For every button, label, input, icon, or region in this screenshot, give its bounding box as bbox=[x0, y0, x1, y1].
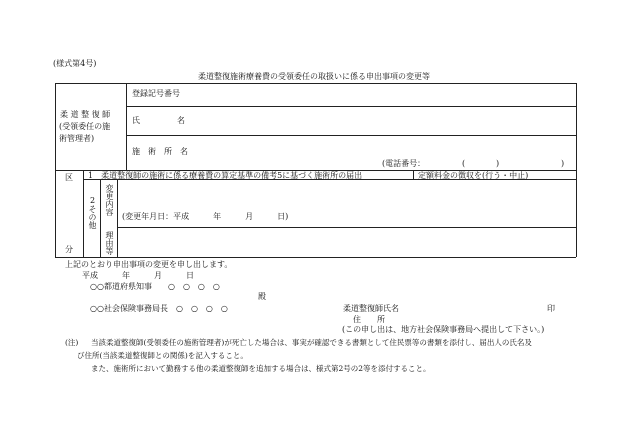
kubun-top: 区 bbox=[65, 173, 73, 182]
phone-paren-close: ) bbox=[496, 159, 500, 168]
application-date: 平成 年 月 日 bbox=[82, 271, 194, 280]
form-number: (様式第4号) bbox=[53, 59, 97, 68]
practitioner-header-line3: 術管理者) bbox=[59, 134, 95, 143]
practitioner-header-line1: 柔 道 整 復 師 bbox=[60, 110, 111, 119]
addressee-suffix: 殿 bbox=[258, 292, 266, 301]
applicant-name-label: 柔道整復師氏名 bbox=[343, 304, 399, 313]
kubun-bottom: 分 bbox=[65, 245, 73, 254]
notes-label: (注) bbox=[65, 338, 79, 347]
form-title: 柔道整復施術療養費の受領委任の取扱いに係る申出事項の変更等 bbox=[198, 72, 430, 81]
name-label-shi: 氏 bbox=[132, 116, 140, 125]
addressee-insurance-office: ○○社会保険事務局長 ○ ○ ○ ○ bbox=[90, 304, 228, 313]
address-label: 住 所 bbox=[353, 315, 385, 324]
change-content-label: 変更内容 bbox=[105, 184, 114, 216]
option-fixed-fee: 定額料金の徴収を(行う・中止) bbox=[418, 171, 529, 180]
notes-line1: 当該柔道整復師(受領委任の施術管理者)が死亡した場合は、事実が確認できる書類として住民票等の書類を添付し、届出人の氏名及 bbox=[91, 338, 532, 347]
seal-mark: 印 bbox=[547, 304, 555, 313]
option-2-other: 2その他 bbox=[88, 196, 97, 229]
notes-line2: び住所(当該柔道整復師との関係)を記入すること。 bbox=[77, 351, 248, 360]
submission-note: (この申し出は、地方社会保険事務局へ提出して下さい。) bbox=[342, 325, 545, 334]
notes-line3: また、施術所において勤務する他の柔道整復師を追加する場合は、様式第2号の2等を添付すること。 bbox=[91, 364, 431, 373]
phone-label: (電話番号： bbox=[382, 159, 426, 168]
application-statement: 上記のとおり申出事項の変更を申し出します。 bbox=[65, 260, 233, 269]
change-date: (変更年月日：平成 年 月 日) bbox=[122, 212, 289, 221]
practitioner-header-line2: (受領委任の施 bbox=[59, 122, 111, 131]
addressee-governor: ○○都道府県知事 ○ ○ ○ ○ bbox=[90, 282, 220, 291]
option-1-clinic-notification: 1 柔道整復師の施術に係る療養費の算定基準の備考5に基づく施術所の届出 bbox=[88, 171, 363, 180]
name-label-mei: 名 bbox=[177, 116, 185, 125]
clinic-name-label: 施 術 所 名 bbox=[132, 147, 188, 156]
phone-end: ) bbox=[561, 159, 565, 168]
registration-number-label: 登録記号番号 bbox=[132, 89, 180, 98]
reason-label: 理由等 bbox=[105, 231, 114, 255]
phone-paren-open: ( bbox=[462, 159, 466, 168]
